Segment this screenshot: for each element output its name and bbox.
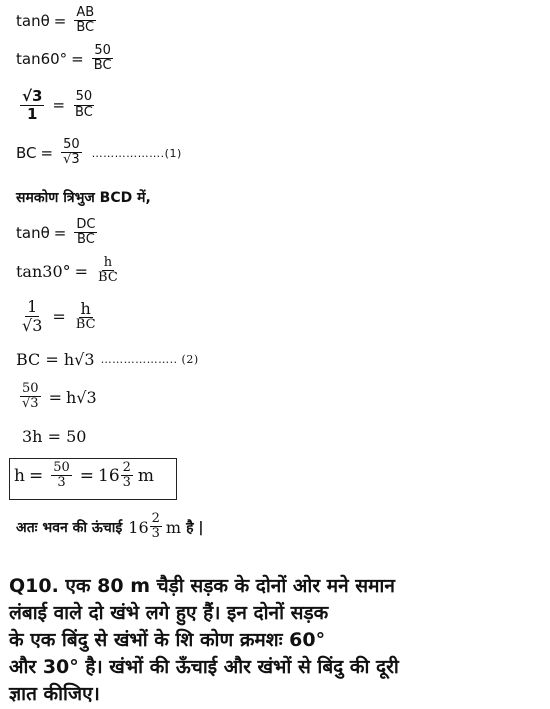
equation-50-over-root3 bbox=[16, 382, 97, 412]
equation-tan-theta-ab-bc bbox=[16, 6, 100, 36]
numerator: 50 bbox=[75, 89, 93, 105]
equals-sign: = bbox=[74, 261, 89, 281]
lhs: tan60° bbox=[16, 50, 68, 69]
left-fraction bbox=[20, 382, 41, 412]
fraction-part bbox=[150, 512, 162, 542]
denominator: √3 bbox=[22, 315, 43, 335]
equation-3h-50 bbox=[22, 427, 86, 446]
left-fraction bbox=[20, 298, 44, 335]
denominator: BC bbox=[76, 20, 95, 36]
equals-sign: = bbox=[40, 144, 54, 163]
equation-number: ……………….. (2) bbox=[100, 353, 199, 366]
lhs: BC bbox=[16, 144, 37, 163]
numerator: 1 bbox=[27, 297, 38, 316]
denominator: BC bbox=[75, 317, 96, 333]
equation-root3-over-1 bbox=[16, 88, 99, 123]
denominator: √3 bbox=[22, 396, 39, 412]
denominator: 3 bbox=[122, 475, 131, 491]
question-line-3: के एक बिंदु से खंभों के शि कोण क्रमशः 60° bbox=[9, 629, 326, 651]
denominator: 3 bbox=[151, 526, 160, 542]
whole-part: 16 bbox=[98, 466, 120, 487]
numerator: 50 bbox=[63, 137, 80, 152]
conclusion-suffix: है | bbox=[186, 519, 204, 536]
denominator: BC bbox=[98, 270, 118, 286]
fraction bbox=[96, 256, 120, 286]
denominator: 1 bbox=[27, 104, 38, 123]
numerator: 50 bbox=[53, 460, 70, 475]
numerator: 2 bbox=[122, 460, 131, 475]
equation-tan30 bbox=[16, 256, 124, 286]
denominator: √3 bbox=[63, 152, 80, 168]
equation-1-over-root3 bbox=[16, 298, 102, 335]
equals-sign: = bbox=[79, 466, 94, 487]
rhs: h√3 bbox=[65, 387, 97, 407]
denominator: 3 bbox=[57, 475, 66, 491]
triangle-bcd-heading bbox=[16, 188, 151, 207]
conclusion-text: अतः भवन की ऊंचाई bbox=[16, 519, 123, 536]
lhs: tan30° bbox=[16, 261, 71, 281]
equals-sign: = bbox=[52, 306, 66, 326]
equals-sign: = bbox=[28, 466, 44, 487]
boxed-equation bbox=[14, 461, 154, 491]
equation-bc-eq2 bbox=[16, 350, 199, 369]
equals-sign: = bbox=[52, 96, 66, 115]
denominator: BC bbox=[77, 232, 95, 248]
denominator: BC bbox=[93, 58, 112, 74]
heading-text: समकोण त्रिभुज BCD में, bbox=[16, 190, 151, 206]
fraction bbox=[61, 138, 82, 168]
unit: m bbox=[137, 466, 155, 487]
equation-bc-eq1 bbox=[16, 138, 182, 168]
numerator: AB bbox=[76, 5, 95, 20]
lhs: h bbox=[14, 466, 25, 487]
lhs: tanθ bbox=[16, 224, 50, 243]
question-line-1: Q10. एक 80 m चैड़ी सड़क के दोनों ओर मने समान bbox=[9, 575, 395, 597]
whole-part: 16 bbox=[128, 517, 149, 537]
numerator: 50 bbox=[94, 43, 111, 58]
equation-text: 3h = 50 bbox=[22, 427, 87, 446]
question-line-2: लंबाई वाले दो खंभे लगे हुए हैं। इन दोनों सड़क bbox=[9, 602, 329, 624]
fraction bbox=[51, 461, 72, 491]
mixed-number bbox=[98, 461, 134, 491]
numerator: 50 bbox=[22, 381, 39, 396]
fraction bbox=[74, 218, 97, 248]
numerator: h bbox=[103, 255, 113, 270]
fraction bbox=[73, 90, 95, 120]
numerator: h bbox=[80, 298, 91, 318]
mixed-number bbox=[128, 512, 163, 542]
equation-number: ……………….(1) bbox=[91, 146, 182, 160]
equation-tan-theta-dc-bc bbox=[16, 218, 101, 248]
numerator: DC bbox=[76, 217, 96, 232]
equals-sign: = bbox=[53, 12, 67, 31]
question-line-5: ज्ञात कीजिए। bbox=[9, 683, 100, 705]
fraction-part bbox=[121, 461, 133, 491]
equation-tan60 bbox=[16, 44, 118, 74]
numerator: 2 bbox=[151, 511, 160, 526]
numerator: √3 bbox=[22, 87, 43, 105]
conclusion-line bbox=[16, 512, 204, 542]
equals-sign: = bbox=[71, 50, 84, 69]
fraction bbox=[74, 300, 98, 334]
unit: m bbox=[165, 517, 182, 537]
question-line-4: और 30° है। खंभों की ऊँचाई और खंभों से बिंदु की दूरी bbox=[9, 656, 399, 678]
left-fraction bbox=[20, 88, 44, 123]
equals-sign: = bbox=[53, 224, 67, 243]
fraction bbox=[74, 6, 96, 36]
equals-sign: = bbox=[48, 387, 62, 407]
equation-text: BC = h√3 bbox=[16, 350, 95, 369]
denominator: BC bbox=[75, 104, 93, 120]
fraction bbox=[92, 44, 114, 74]
lhs: tanθ bbox=[16, 12, 50, 31]
